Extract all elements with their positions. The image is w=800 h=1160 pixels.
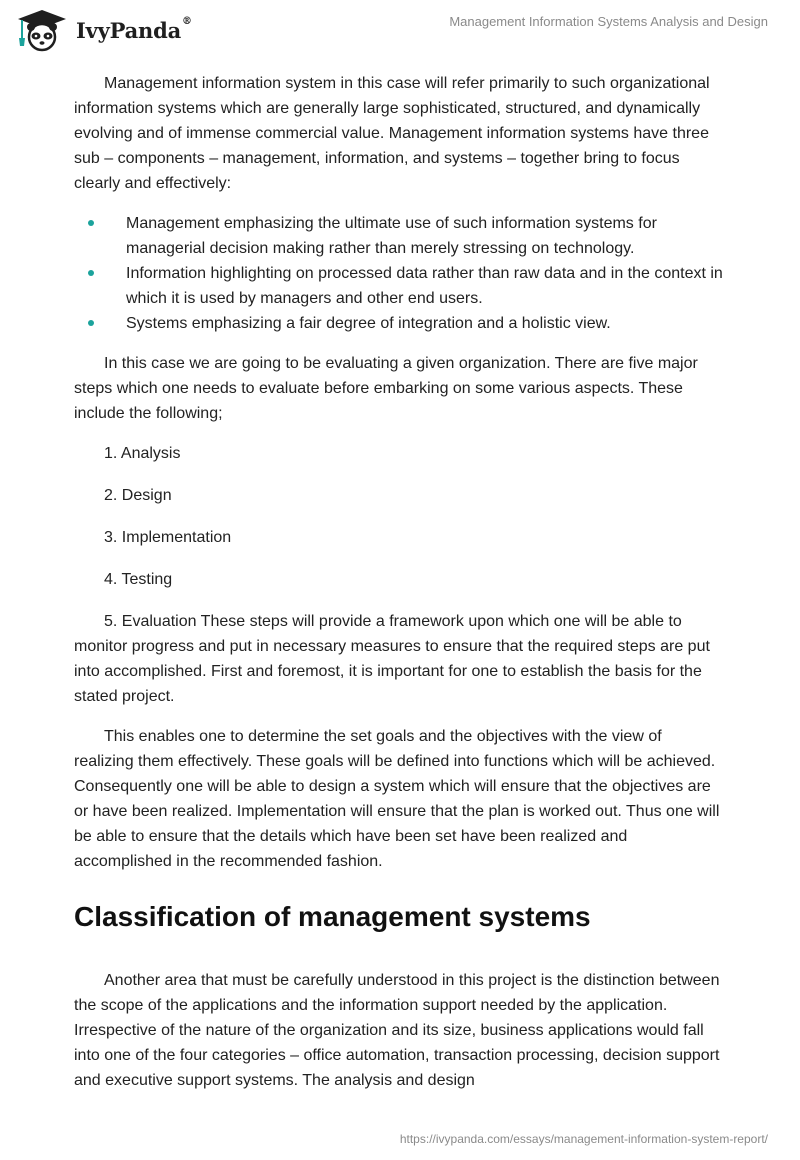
list-item <box>74 311 724 336</box>
step-implementation: 3. Implementation <box>104 529 232 546</box>
list-item <box>74 211 724 261</box>
ivypanda-logo[interactable] <box>14 8 192 52</box>
evaluation-intro-paragraph: In this case we are going to be evaluating a given organization. There are five major steps which one needs to evaluate before embarking on some various aspects. These include the following; <box>74 355 698 422</box>
bullet-dot-icon <box>88 270 94 276</box>
classification-paragraph: Another area that must be carefully understood in this project is the distinction between the scope of the applications and the information support needed by the application. Irrespective of the nature of the organization and its size, business applications would fall into one of the four categories – office automation, transaction processing, decision support and executive support systems. The analysis and design <box>74 972 720 1089</box>
logo-wordmark: IvyPanda® <box>76 15 192 43</box>
section-heading: Classification of management systems <box>74 901 591 932</box>
list-item-text: Information highlighting on processed data rather than raw data and in the context in which it is used by managers and other end users. <box>126 265 723 307</box>
step-testing: 4. Testing <box>104 571 173 588</box>
evaluation-step-paragraph: 5. Evaluation These steps will provide a framework upon which one will be able to monitor progress and put in necessary measures to ensure that the required steps are put into accomplished. First and foremost, it is important for one to establish the basis for the stated project. <box>74 613 710 705</box>
intro-paragraph: Management information system in this case will refer primarily to such organizational information systems which are generally large sophisticated, structured, and dynamically evolving and of immense commercial value. Management information systems have three sub – components – management, information, and systems – together bring to focus clearly and effectively: <box>74 75 710 192</box>
document-title: Management Information Systems Analysis and Design <box>449 14 768 29</box>
step-analysis: 1. Analysis <box>104 445 181 462</box>
source-url[interactable]: https://ivypanda.com/essays/management-information-system-report/ <box>399 1132 768 1146</box>
list-item-text: Management emphasizing the ultimate use of such information systems for managerial decision making rather than merely stressing on technology. <box>126 215 657 257</box>
bullet-dot-icon <box>88 220 94 226</box>
panda-logo-icon <box>14 8 70 52</box>
bullet-dot-icon <box>88 320 94 326</box>
step-design: 2. Design <box>104 487 172 504</box>
essay-content <box>74 71 724 1108</box>
list-item <box>74 261 724 311</box>
components-list <box>74 211 724 336</box>
page-header <box>0 0 800 66</box>
goals-paragraph: This enables one to determine the set goals and the objectives with the view of realizing them effectively. These goals will be defined into functions which will be achieved. Consequently one will be able to design a system which will ensure that the objectives are or have been realized. Implementation will ensure that the plan is worked out. Thus one will be able to ensure that the details which have been set have been realized and accomplished in the recommended fashion. <box>74 728 720 870</box>
list-item-text: Systems emphasizing a fair degree of integration and a holistic view. <box>126 315 611 332</box>
